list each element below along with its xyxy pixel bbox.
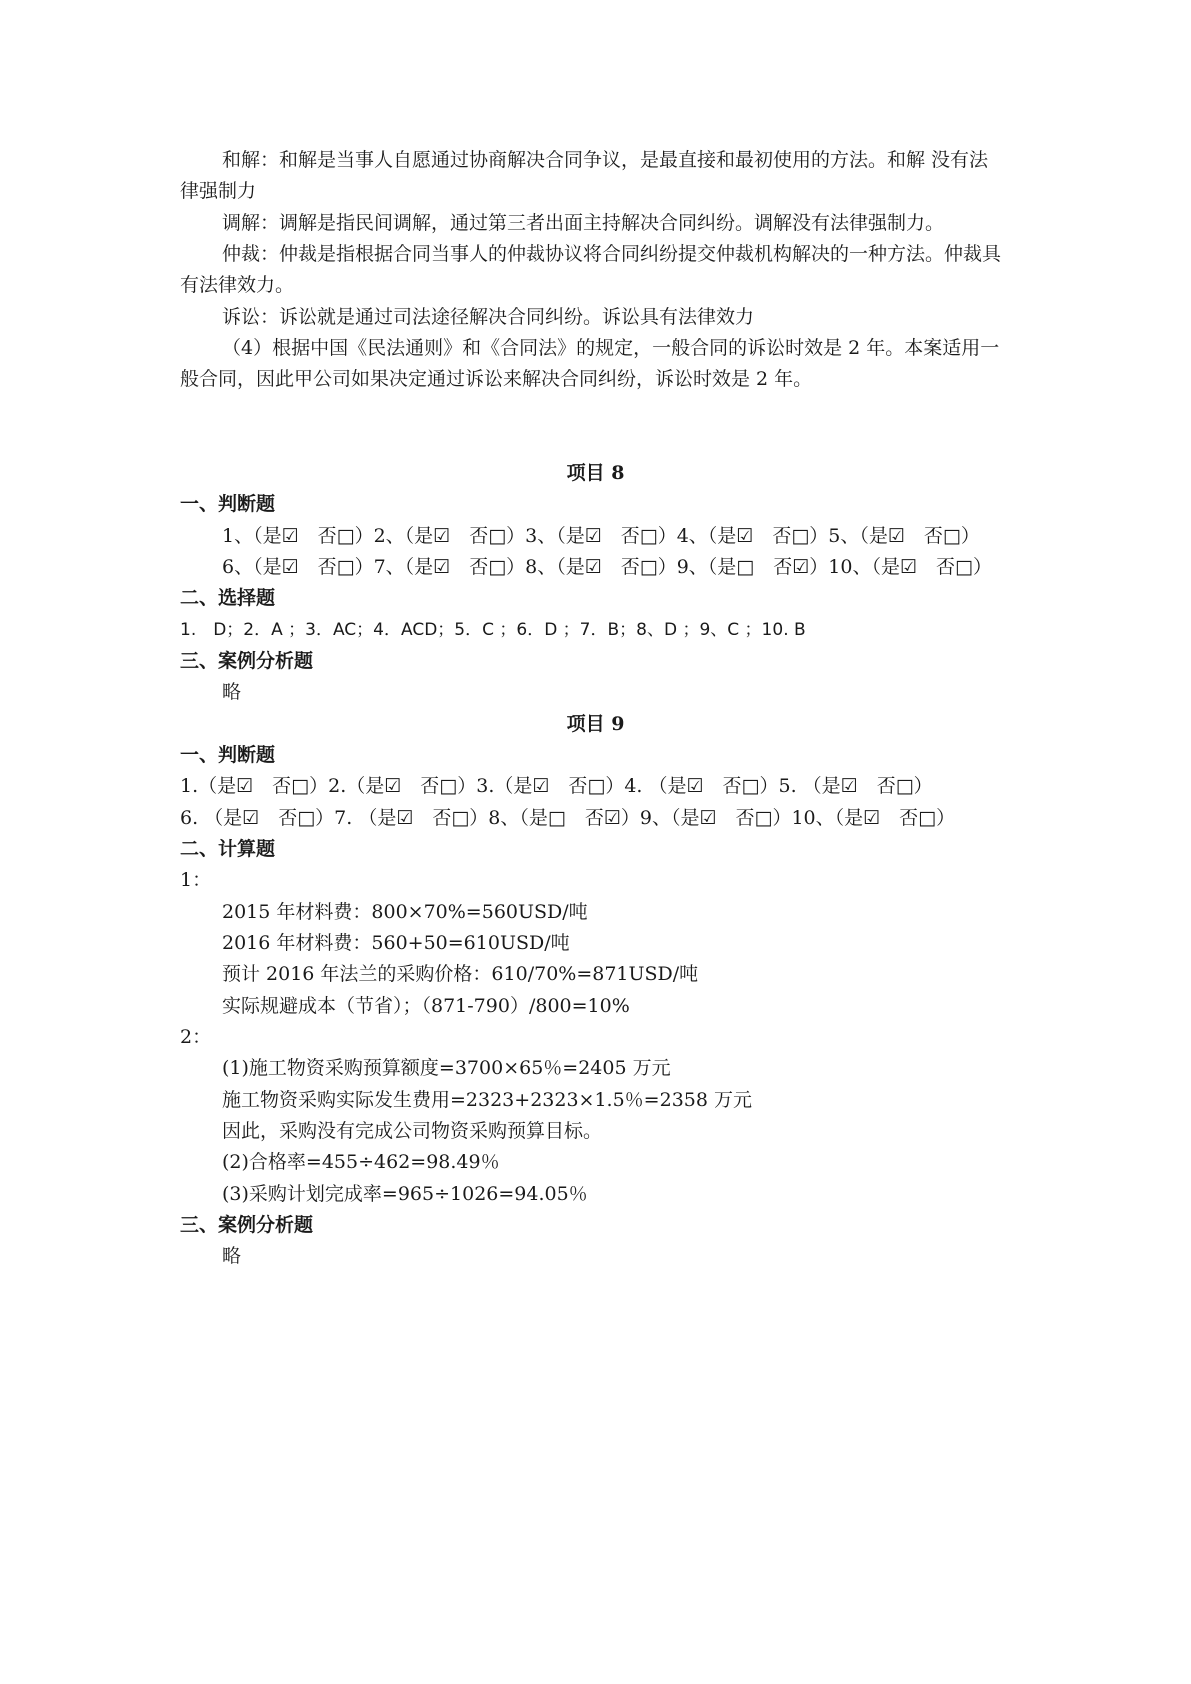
project8-title: 项目 8 (566, 462, 625, 484)
project9-title: 项目 9 (566, 713, 625, 735)
project8-choice-answers: 1. D；2．A ；3．AC；4．ACD；5．C ；6．D ；7．B；8、D ；9、C ；10. B (180, 620, 806, 640)
project8-judge-line1: 1、（是☑ 否□）2、（是☑ 否□）3、（是☑ 否□）4、（是☑ 否□）5、（是☑ 否□） (222, 525, 980, 547)
paragraph-litigation: 诉讼：诉讼就是通过司法途径解决合同纠纷。诉讼具有法律效力 (222, 306, 755, 328)
project9-case-body: 略 (222, 1245, 242, 1267)
project9-calc1-line: 2016 年材料费：560+50=610USD/吨 (222, 932, 570, 954)
project8-judge-line2: 6、（是☑ 否□）7、（是☑ 否□）8、（是☑ 否□）9、（是□ 否☑）10、（是☑ 否□） (222, 556, 992, 578)
project9-calc1-line: 2015 年材料费：800×70%=560USD/吨 (222, 901, 588, 923)
paragraph-limitation-cont: 般合同，因此甲公司如果决定通过诉讼来解决合同纠纷，诉讼时效是 2 年。 (180, 368, 813, 390)
paragraph-mediation: 调解：调解是指民间调解，通过第三者出面主持解决合同纠纷。调解没有法律强制力。 (222, 212, 945, 234)
project9-judge-heading: 一、判断题 (180, 744, 276, 766)
project9-calc1-label: 1： (180, 869, 212, 891)
project9-calc2-line: 因此，采购没有完成公司物资采购预算目标。 (222, 1120, 603, 1142)
project8-choice-heading: 二、选择题 (180, 587, 276, 609)
paragraph-limitation: （4）根据中国《民法通则》和《合同法》的规定，一般合同的诉讼时效是 2 年。本案适用一 (222, 337, 1000, 359)
project9-calc2-line: 施工物资采购实际发生费用=2323+2323×1.5％=2358 万元 (222, 1089, 752, 1111)
project9-calc2-label: 2： (180, 1026, 212, 1048)
project9-case-heading: 三、案例分析题 (180, 1214, 314, 1236)
paragraph-arbitration-cont: 有法律效力。 (180, 274, 295, 296)
project9-calc2-line: (2)合格率=455÷462=98.49％ (222, 1151, 500, 1173)
project8-judge-heading: 一、判断题 (180, 493, 276, 515)
project9-calc1-line: 实际规避成本（节省）；（871-790）/800=10% (222, 995, 630, 1017)
paragraph-arbitration: 仲裁：仲裁是指根据合同当事人的仲裁协议将合同纠纷提交仲裁机构解决的一种方法。仲裁具 (222, 243, 1002, 265)
paragraph-reconciliation: 和解：和解是当事人自愿通过协商解决合同争议，是最直接和最初使用的方法。和解 没有法 (222, 149, 989, 171)
paragraph-reconciliation-cont: 律强制力 (180, 180, 257, 202)
project8-case-heading: 三、案例分析题 (180, 650, 314, 672)
project9-calc2-line: (1)施工物资采购预算额度=3700×65％=2405 万元 (222, 1057, 671, 1079)
project9-calc1-line: 预计 2016 年法兰的采购价格：610/70%=871USD/吨 (222, 963, 699, 985)
project8-case-body: 略 (222, 681, 242, 703)
project9-judge-line2: 6. （是☑ 否□）7. （是☑ 否□）8、（是□ 否☑）9、（是☑ 否□）10、（是☑ 否□） (180, 807, 956, 829)
project9-calc-heading: 二、计算题 (180, 838, 276, 860)
project9-judge-line1: 1.（是☑ 否□）2.（是☑ 否□）3.（是☑ 否□）4. （是☑ 否□）5. （是☑ 否□） (180, 775, 933, 797)
project9-calc2-line: (3)采购计划完成率=965÷1026=94.05％ (222, 1183, 588, 1205)
